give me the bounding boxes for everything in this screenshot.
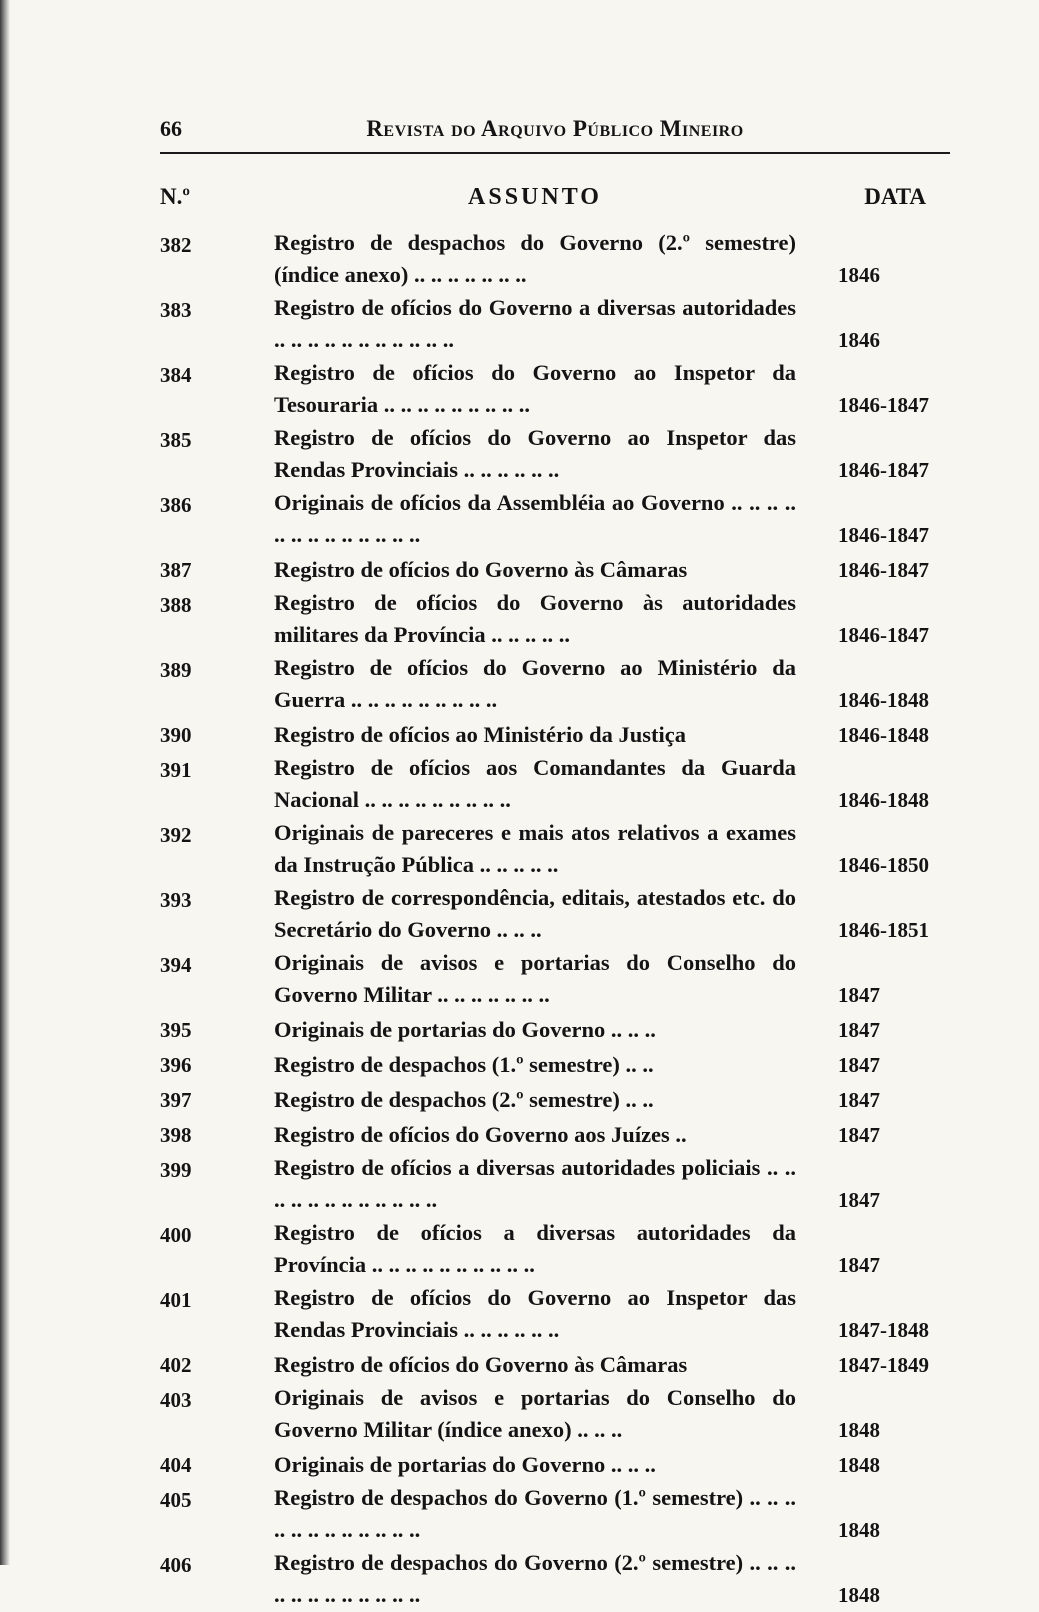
entry-date: 1847 — [838, 1088, 880, 1112]
entry-number: 396 — [160, 1053, 192, 1077]
entry-date: 1846-1847 — [838, 393, 929, 417]
entry-subject: Registro de ofícios do Governo ao Inspetor das Rendas Provinciais .. .. .. .. .. .. — [274, 1285, 796, 1342]
entry-date: 1848 — [838, 1518, 880, 1542]
entry-subject: Registro de ofícios do Governo ao Inspetor da Tesouraria .. .. .. .. .. .. .. .. .. — [274, 360, 796, 417]
list-item — [160, 422, 950, 486]
entry-date: 1846-1848 — [838, 723, 929, 747]
entry-subject: Registro de ofícios aos Comandantes da Guarda Nacional .. .. .. .. .. .. .. .. .. — [274, 755, 796, 812]
entry-number: 386 — [160, 493, 192, 517]
entry-date: 1847 — [838, 983, 880, 1007]
list-item — [160, 1082, 950, 1116]
document-page — [160, 116, 950, 1612]
entry-number: 389 — [160, 658, 192, 682]
entry-date: 1847-1848 — [838, 1318, 929, 1342]
list-item — [160, 1117, 950, 1151]
entry-number: 383 — [160, 298, 192, 322]
entry-date: 1846 — [838, 263, 880, 287]
list-item — [160, 752, 950, 816]
list-item — [160, 717, 950, 751]
entry-date: 1846-1847 — [838, 623, 929, 647]
running-head — [160, 116, 950, 154]
column-headers — [160, 184, 950, 211]
entry-subject: Registro de ofícios do Governo às Câmaras — [274, 1352, 688, 1377]
list-item — [160, 587, 950, 651]
entry-subject: Registro de correspondência, editais, atestados etc. do Secretário do Governo .. .. .. — [274, 885, 796, 942]
entry-subject: Registro de despachos do Governo (1.º semestre) .. .. .. .. .. .. .. .. .. .. .. .. — [274, 1485, 796, 1542]
entry-subject: Registro de despachos do Governo (2.º semestre) .. .. .. .. .. .. .. .. .. .. .. .. — [274, 1550, 796, 1607]
entry-date: 1846-1847 — [838, 458, 929, 482]
page-number: 66 — [160, 116, 182, 141]
entry-subject: Registro de ofícios do Governo ao Inspetor das Rendas Provinciais .. .. .. .. .. .. — [274, 425, 796, 482]
entry-date: 1847 — [838, 1018, 880, 1042]
entry-number: 388 — [160, 593, 192, 617]
list-item — [160, 357, 950, 421]
entry-number: 387 — [160, 558, 192, 582]
page-edge-shadow — [0, 0, 10, 1565]
entry-number: 393 — [160, 888, 192, 912]
column-header-date: DATA — [864, 184, 926, 209]
list-item — [160, 1382, 950, 1446]
entry-subject: Originais de pareceres e mais atos relativos a exames da Instrução Pública .. .. .. .. .. — [274, 820, 796, 877]
entry-subject: Registro de ofícios do Governo a diversas autoridades .. .. .. .. .. .. .. .. .. .. .. — [274, 295, 796, 352]
list-item — [160, 1012, 950, 1046]
list-item — [160, 1282, 950, 1346]
list-item — [160, 552, 950, 586]
entry-date: 1846-1848 — [838, 788, 929, 812]
entry-list — [160, 227, 950, 1611]
list-item — [160, 487, 950, 551]
entry-number: 405 — [160, 1488, 192, 1512]
list-item — [160, 652, 950, 716]
entry-number: 394 — [160, 953, 192, 977]
entry-number: 391 — [160, 758, 192, 782]
entry-number: 400 — [160, 1223, 192, 1247]
list-item — [160, 947, 950, 1011]
entry-date: 1847-1849 — [838, 1353, 929, 1377]
entry-number: 390 — [160, 723, 192, 747]
entry-number: 395 — [160, 1018, 192, 1042]
entry-subject: Registro de despachos (2.º semestre) .. .. — [274, 1087, 654, 1112]
list-item — [160, 1347, 950, 1381]
entry-date: 1846 — [838, 328, 880, 352]
journal-title: Revista do Arquivo Público Mineiro — [366, 116, 744, 141]
entry-number: 398 — [160, 1123, 192, 1147]
entry-date: 1846-1847 — [838, 558, 929, 582]
column-header-subject: ASSUNTO — [468, 184, 602, 210]
list-item — [160, 882, 950, 946]
entry-subject: Originais de avisos e portarias do Conselho do Governo Militar (índice anexo) .. .. .. — [274, 1385, 796, 1442]
entry-number: 382 — [160, 233, 192, 257]
entry-number: 384 — [160, 363, 192, 387]
entry-subject: Registro de despachos (1.º semestre) .. .. — [274, 1052, 654, 1077]
list-item — [160, 292, 950, 356]
list-item — [160, 1482, 950, 1546]
entry-date: 1848 — [838, 1583, 880, 1607]
list-item — [160, 1217, 950, 1281]
entry-date: 1846-1848 — [838, 688, 929, 712]
entry-date: 1847 — [838, 1253, 880, 1277]
entry-number: 385 — [160, 428, 192, 452]
list-item — [160, 227, 950, 291]
entry-number: 404 — [160, 1453, 192, 1477]
entry-subject: Registro de ofícios do Governo às Câmaras — [274, 557, 688, 582]
entry-subject: Originais de portarias do Governo .. .. .. — [274, 1017, 656, 1042]
entry-subject: Registro de ofícios a diversas autoridades policiais .. .. .. .. .. .. .. .. .. .. .. .. — [274, 1155, 796, 1212]
entry-date: 1847 — [838, 1053, 880, 1077]
entry-subject: Registro de ofícios do Governo aos Juízes .. — [274, 1122, 687, 1147]
entry-subject: Originais de ofícios da Assembléia ao Governo .. .. .. .. .. .. .. .. .. .. .. .. .. — [274, 490, 796, 547]
entry-date: 1847 — [838, 1123, 880, 1147]
list-item — [160, 1047, 950, 1081]
entry-subject: Registro de ofícios ao Ministério da Justiça — [274, 722, 687, 747]
entry-number: 392 — [160, 823, 192, 847]
entry-date: 1848 — [838, 1418, 880, 1442]
entry-date: 1846-1850 — [838, 853, 929, 877]
entry-subject: Registro de ofícios do Governo ao Ministério da Guerra .. .. .. .. .. .. .. .. .. — [274, 655, 796, 712]
entry-number: 397 — [160, 1088, 192, 1112]
list-item — [160, 817, 950, 881]
entry-subject: Originais de portarias do Governo .. .. .. — [274, 1452, 656, 1477]
entry-subject: Registro de ofícios a diversas autoridades da Província .. .. .. .. .. .. .. .. .. .. — [274, 1220, 796, 1277]
entry-number: 406 — [160, 1553, 192, 1577]
list-item — [160, 1447, 950, 1481]
list-item — [160, 1152, 950, 1216]
entry-subject: Registro de ofícios do Governo às autoridades militares da Província .. .. .. .. .. — [274, 590, 796, 647]
entry-number: 402 — [160, 1353, 192, 1377]
entry-date: 1846-1851 — [838, 918, 929, 942]
entry-number: 403 — [160, 1388, 192, 1412]
entry-number: 401 — [160, 1288, 192, 1312]
entry-date: 1846-1847 — [838, 523, 929, 547]
entry-subject: Registro de despachos do Governo (2.º semestre) (índice anexo) .. .. .. .. .. .. .. — [274, 230, 796, 287]
entry-number: 399 — [160, 1158, 192, 1182]
entry-subject: Originais de avisos e portarias do Conselho do Governo Militar .. .. .. .. .. .. .. — [274, 950, 796, 1007]
list-item — [160, 1547, 950, 1611]
entry-date: 1847 — [838, 1188, 880, 1212]
entry-date: 1848 — [838, 1453, 880, 1477]
column-header-number: N.º — [160, 184, 190, 209]
